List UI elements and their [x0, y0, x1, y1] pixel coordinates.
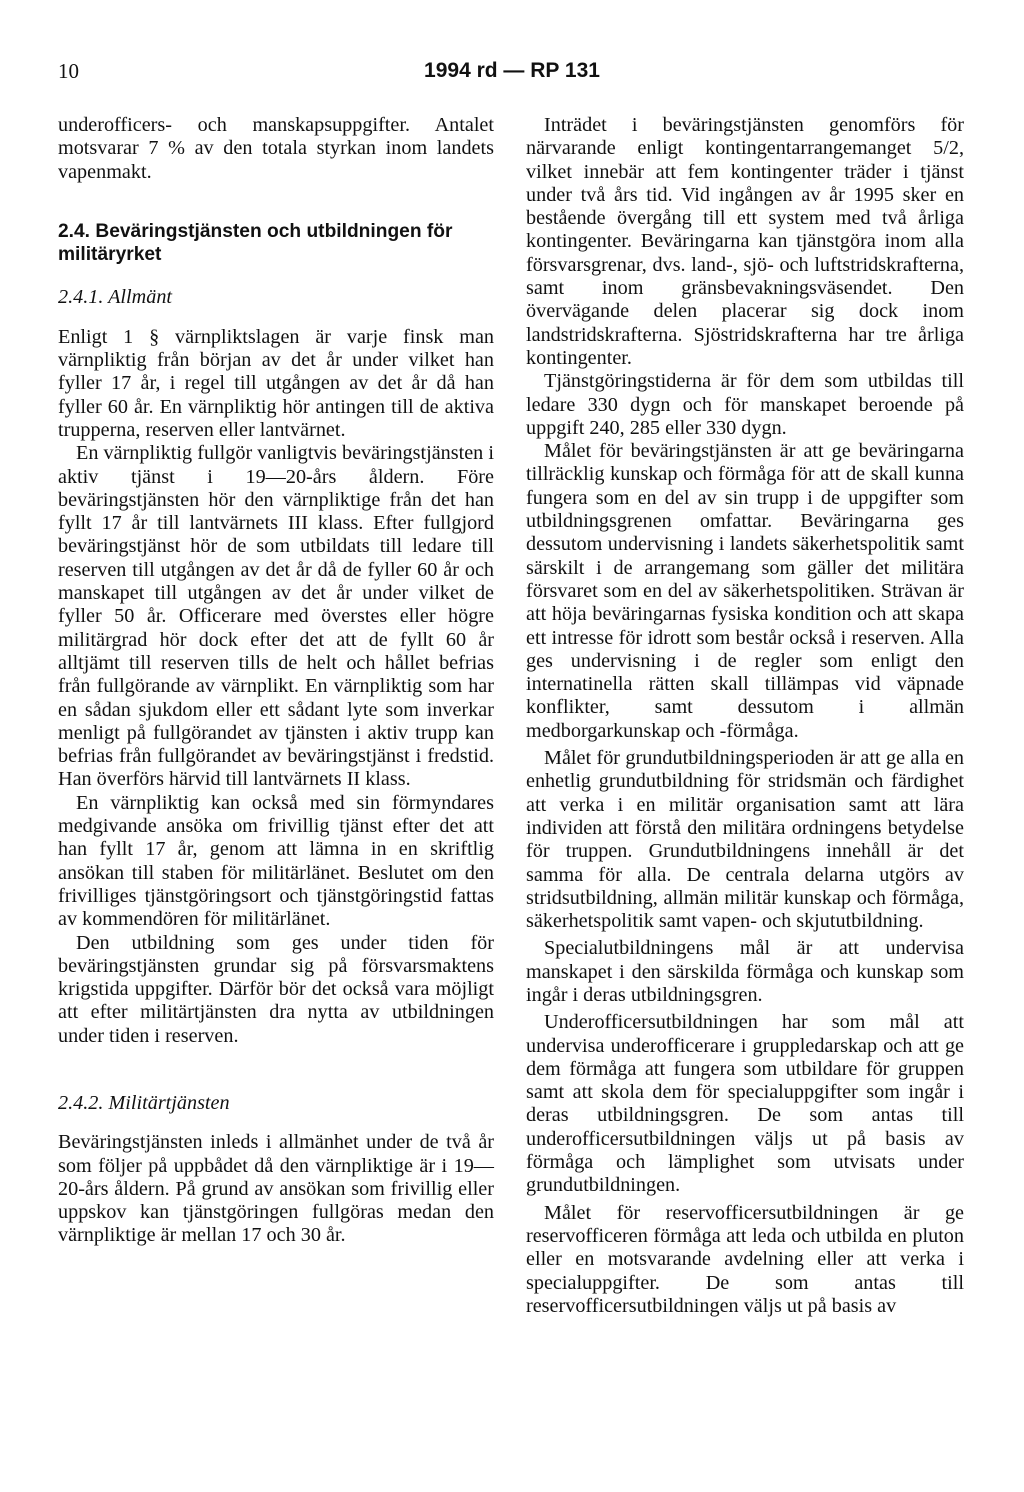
page-number: 10 — [58, 59, 79, 83]
paragraph: Specialutbildningens mål är att undervisa manskapet i den särskilda förmåga och kunskap som ingår i deras utbildningsgren. — [526, 937, 964, 1006]
paragraph: Målet för reservofficersutbildningen är ge reservofficeren förmåga att leda och utbilda en pluton eller en motsvarande avdelning eller att verka i specialuppgifter. De som antas till reservofficersutbildningen väljs ut på basis av — [526, 1201, 964, 1317]
paragraph: Inträdet i beväringstjänsten genomförs för närvarande enligt kontingentarrangemanget 5/2, vilket innebär att fem kontingenter träder i tjänst under två års tid. Vid ingången av år 1995 sker en bestående övergång till ett system med två årliga kontingenter. Beväringarna kan tjänstgöra inom alla försvarsgrenar, dvs. land-, sjö- och luftstridskrafterna, samt inom gränsbevakningsväsendet. Den övervägande delen placerar sig dock inom landstridskrafterna. Sjöstridskrafterna har tre årliga kontingenter. — [526, 114, 964, 369]
left-column — [58, 114, 494, 1248]
paragraph: Målet för grundutbildningsperioden är att ge alla en enhetlig grundutbildning för stridsmän och färdighet att verka i en militär organisation samt att lära individen att förstå den militära ordningens betydelse för truppen. Grundutbildningens innehåll är det samma för alla. De centrala delarna utgörs av stridsutbildning, allmän militär kunskap och förmåga, säkerhetspolitik samt vapen- och skjututbildning. — [526, 747, 964, 933]
paragraph: En värnpliktig kan också med sin förmyndares medgivande ansöka om frivillig tjänst efter det att han fyllt 17 år, genom att lämna in en skriftlig ansökan till staben för militärlänet. Beslutet om den frivilliges tjänstgöringsort och tjänstgöringstid fattas av kommendören för militärlänet. — [58, 791, 494, 931]
paragraph-continued: underofficers- och manskapsuppgifter. Antalet motsvarar 7 % av den totala styrkan inom landets vapenmakt. — [58, 114, 494, 183]
paragraph: En värnpliktig fullgör vanligtvis beväringstjänsten i aktiv tjänst i 19—20-års åldern. Före beväringstjänsten hör den värnpliktige från det han fyllt 17 år till lantvärnets III klass. Efter fullgjord beväringstjänst hör de som utbildats till ledare till reserven till utgången av det år då de fyller 60 år och manskapet till utgången av det år under vilket de fyller 50 år. Officerare med överstes eller högre militärgrad hör dock efter det att de fyllt 60 år alltjämt till reserven tills de helt och hållet befrias från fullgörande av värnplikt. En värnpliktig som har en sådan sjukdom eller ett sådant lyte som inverkar menligt på fullgörandet av tjänsten i aktiv trupp kan befrias från fullgörandet av beväringstjänst i fredstid. Han överförs härvid till lantvärnets II klass. — [58, 442, 494, 791]
running-head: 1994 rd — RP 131 — [424, 59, 600, 82]
paragraph: Underofficersutbildningen har som mål att undervisa underofficerare i gruppledarskap och att ge dem förmåga att fungera som utbildare för gruppen samt att skola dem för specialuppgifter som ingår i deras utbildningsgren. De som antas till underofficersutbildningen väljs ut på basis av förmåga och lämplighet som utvisats under grundutbildningen. — [526, 1011, 964, 1197]
section-heading: 2.4. Beväringstjänsten och utbildningen för militäryrket — [58, 220, 453, 266]
paragraph: Målet för beväringstjänsten är att ge beväringarna tillräcklig kunskap och förmåga för att de skall kunna fungera som en del av sin trupp i de uppgifter som utbildningsgrenen omfattar. Beväringarna ges dessutom undervisning i landets säkerhetspolitik samt särskilt i de arrangemang som gäller det militära försvaret som en del av säkerhetspolitiken. Strävan är att höja beväringarnas fysiska kondition och att skapa ett intresse för idrott som består också i reserven. Alla ges undervisning i de regler som enligt den internatinella rätten skall tillämpas vid väpnade konflikter, samt dessutom i allmän medborgarkunskap och -förmåga. — [526, 440, 964, 742]
paragraph: Den utbildning som ges under tiden för beväringstjänsten grundar sig på försvarsmaktens krigstida uppgifter. Därför bör det också vara möjligt att efter militärtjänsten dra nytta av utbildningen under tiden i reserven. — [58, 931, 494, 1047]
subsection-heading-militartjansten: 2.4.2. Militärtjänsten — [58, 1091, 230, 1114]
right-column — [526, 114, 964, 1318]
subsection-heading-allmant: 2.4.1. Allmänt — [58, 286, 173, 309]
paragraph: Enligt 1 § värnpliktslagen är varje finsk man värnpliktig från början av det år under vilket han fyller 17 år, i regel till utgången av det år då han fyller 60 år. En värnpliktig hör antingen till de aktiva trupperna, reserven eller lantvärnet. — [58, 325, 494, 441]
paragraph: Tjänstgöringstiderna är för dem som utbildas till ledare 330 dygn och för manskapet beroende på uppgift 240, 285 eller 330 dygn. — [526, 370, 964, 439]
paragraph: Beväringstjänsten inleds i allmänhet under de två år som följer på uppbådet då den värnpliktige är i 19—20-års åldern. På grund av ansökan som frivillig eller uppskov kan tjänstgöringen fullgöras medan den värnpliktige är mellan 17 och 30 år. — [58, 1131, 494, 1247]
